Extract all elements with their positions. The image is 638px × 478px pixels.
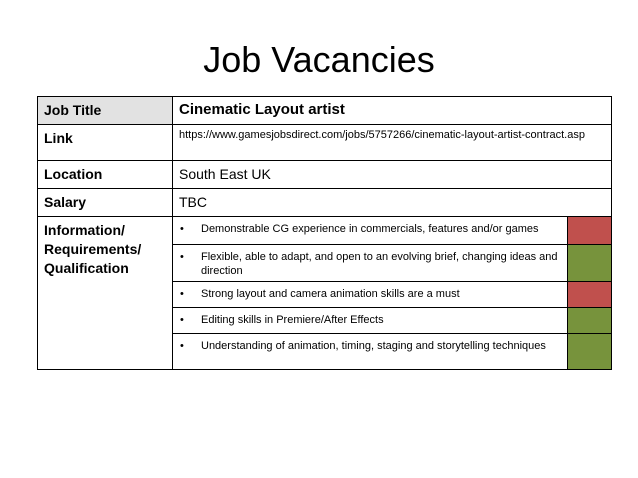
requirement-text-content: Editing skills in Premiere/After Effects xyxy=(201,314,384,326)
qualification-label-line: Qualification xyxy=(44,260,129,276)
job-vacancy-table xyxy=(37,96,612,370)
link-label: Link xyxy=(38,125,173,161)
bullet-icon: • xyxy=(180,223,184,235)
information-label-line: Information/ xyxy=(44,222,125,238)
row-location xyxy=(38,161,612,189)
requirement-text xyxy=(173,308,568,334)
status-indicator xyxy=(568,308,612,334)
job-title-value: Cinematic Layout artist xyxy=(173,97,612,125)
bullet-icon: • xyxy=(180,251,184,263)
status-indicator xyxy=(568,334,612,370)
row-salary xyxy=(38,189,612,217)
location-value: South East UK xyxy=(173,161,612,189)
status-indicator xyxy=(568,245,612,282)
status-indicator xyxy=(568,282,612,308)
requirement-text xyxy=(173,245,568,282)
row-job-title xyxy=(38,97,612,125)
bullet-icon: • xyxy=(180,340,184,352)
requirement-text-content: Understanding of animation, timing, staging and storytelling techniques xyxy=(201,340,546,352)
requirements-label-line: Requirements/ xyxy=(44,241,142,257)
bullet-icon: • xyxy=(180,314,184,326)
location-label: Location xyxy=(38,161,173,189)
requirement-text xyxy=(173,334,568,370)
link-value[interactable]: https://www.gamesjobsdirect.com/jobs/5757266/cinematic-layout-artist-contract.asp xyxy=(173,125,612,161)
information-label xyxy=(38,217,173,370)
salary-value: TBC xyxy=(173,189,612,217)
job-title-label: Job Title xyxy=(38,97,173,125)
slide-title: Job Vacancies xyxy=(203,39,435,80)
status-indicator xyxy=(568,217,612,245)
requirement-text-content: Strong layout and camera animation skills are a must xyxy=(201,288,460,300)
requirement-row xyxy=(38,217,612,245)
row-link xyxy=(38,125,612,161)
requirement-text-content: Demonstrable CG experience in commercials, features and/or games xyxy=(201,223,539,235)
requirement-text-content: Flexible, able to adapt, and open to an evolving brief, changing ideas and direction xyxy=(201,251,558,277)
requirement-text xyxy=(173,282,568,308)
requirement-text xyxy=(173,217,568,245)
bullet-icon: • xyxy=(180,288,184,300)
salary-label: Salary xyxy=(38,189,173,217)
